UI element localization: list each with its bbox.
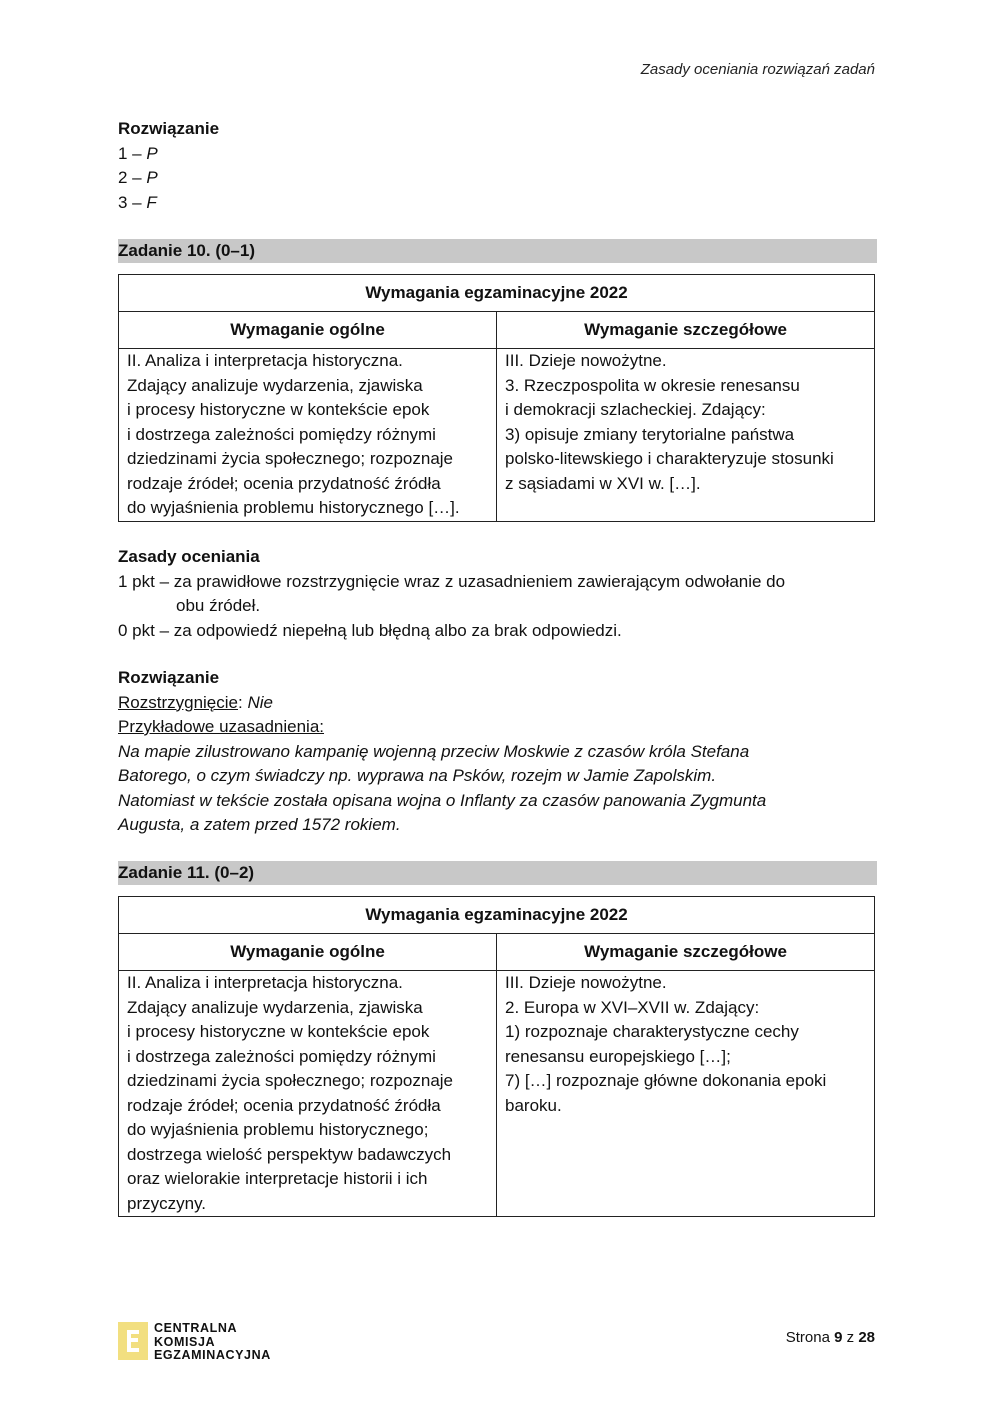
table-caption: Wymagania egzaminacyjne 2022 [119,897,875,934]
scoring-line-1-cont: obu źródeł. [176,596,261,615]
page-number: Strona 9 z 28 [785,1329,875,1346]
justification-label: Przykładowe uzasadnienia: [118,717,325,736]
justification-line: Batorego, o czym świadczy np. wyprawa na Psków, rozejm w Jamie Zapolskim. [118,766,717,785]
detailed-requirement: III. Dzieje nowożytne. 2. Europa w XVI–XVII w. Zdający: 1) rozpoznaje charakterystyczne cechy renesansu europejskiego […]; 7) […] rozpoznaje główne dokonania epoki baroku. [497,971,875,1217]
col-general: Wymaganie ogólne [119,934,497,971]
solution-heading: Rozwiązanie [118,668,220,687]
scoring-line-1: 1 pkt – za prawidłowe rozstrzygnięcie wraz z uzasadnieniem zawierającym odwołanie do [118,571,786,591]
task10-title: Zadanie 10. (0–1) [118,239,877,263]
requirements-table [118,896,875,1217]
task11-title: Zadanie 11. (0–2) [118,861,877,885]
solution-heading: Rozwiązanie [118,119,220,138]
general-requirement: II. Analiza i interpretacja historyczna. Zdający analizuje wydarzenia, zjawiska i procesy historyczne w kontekście epok i dostrzega zależności pomiędzy różnymi dziedzinami życia społecznego; rozpoznaje rodzaje źródeł; ocenia przydatność źródła do wyjaśnienia problemu historycznego […]. [119,349,497,522]
justification-line: Natomiast w tekście została opisana wojna o Inflanty za czasów panowania Zygmunta [118,790,767,810]
cke-logo-text: CENTRALNA KOMISJA EGZAMINACYJNA [154,1321,271,1362]
task10-solution [118,666,875,838]
task11-requirements [118,896,875,1217]
scoring-heading: Zasady oceniania [118,547,260,566]
scoring-line-2: 0 pkt – za odpowiedź niepełną lub błędną albo za brak odpowiedzi. [118,620,622,640]
general-requirement: II. Analiza i interpretacja historyczna. Zdający analizuje wydarzenia, zjawiska i procesy historyczne w kontekście epok i dostrzega zależności pomiędzy różnymi dziedzinami życia społecznego; rozpoznaje rodzaje źródeł; ocenia przydatność źródła do wyjaśnienia problemu historycznego; dostrzega wielość perspektyw badawczych oraz wielorakie interpretacje historii i ich przyczyny. [119,971,497,1217]
answer-2: 2 – P [118,168,158,187]
col-general: Wymaganie ogólne [119,312,497,349]
detailed-requirement: III. Dzieje nowożytne. 3. Rzeczpospolita w okresie renesansu i demokracji szlacheckiej. Zdający: 3) opisuje zmiany terytorialne państwa polsko-litewskiego i charakteryzuje stosunki z sąsiadami w XVI w. […]. [497,349,875,522]
col-detailed: Wymaganie szczegółowe [497,934,875,971]
previous-solution [118,117,875,215]
justification-line: Na mapie zilustrowano kampanię wojenną przeciw Moskwie z czasów króla Stefana [118,741,750,761]
cke-logo-icon [118,1322,148,1360]
decision: Rozstrzygnięcie: Nie [118,692,273,712]
task10-scoring [118,545,875,643]
col-detailed: Wymaganie szczegółowe [497,312,875,349]
answer-1: 1 – P [118,143,158,163]
table-caption: Wymagania egzaminacyjne 2022 [119,275,875,312]
running-header: Zasady oceniania rozwiązań zadań [640,61,875,78]
justification-line: Augusta, a zatem przed 1572 rokiem. [118,815,401,834]
requirements-table [118,274,875,522]
answer-3: 3 – F [118,192,157,212]
task10-requirements [118,274,875,522]
